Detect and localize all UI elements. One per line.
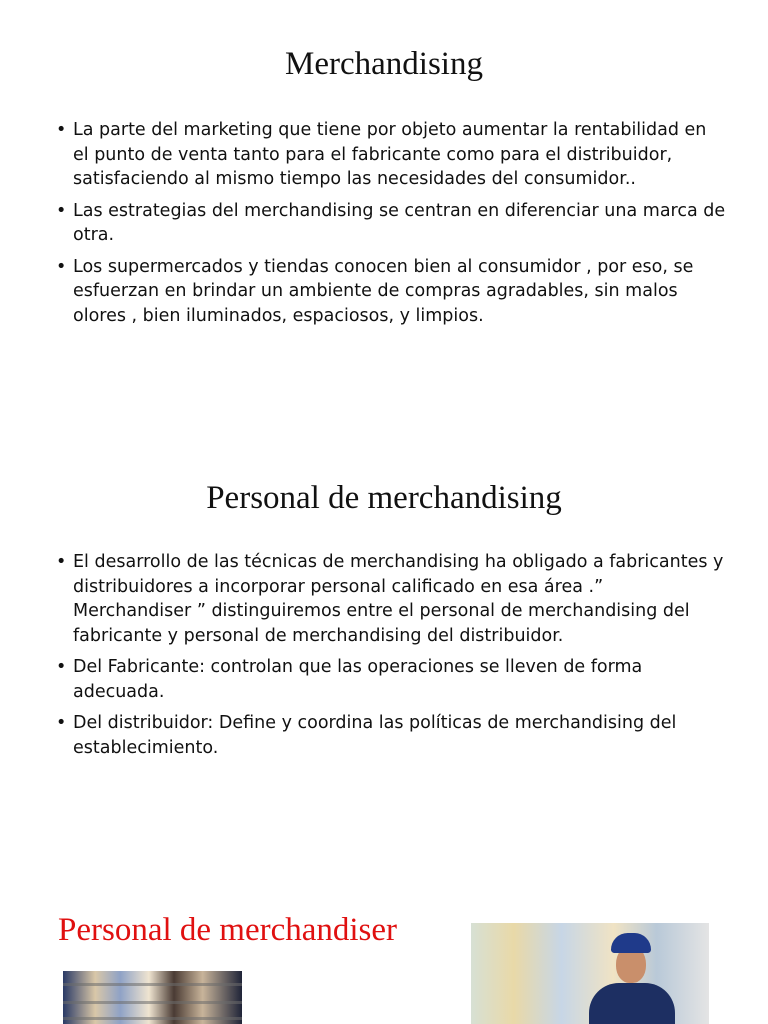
list-item — [56, 711, 726, 760]
bullet-list-personal — [56, 550, 726, 767]
bullet-icon: • — [56, 200, 67, 221]
store-shelves-photo — [63, 971, 242, 1024]
worker-cap-icon — [611, 933, 651, 953]
bullet-text: Del distribuidor: Define y coordina las políticas de merchandising del establecimiento. — [73, 713, 677, 758]
bullet-icon: • — [56, 120, 67, 140]
list-item — [56, 255, 726, 329]
bullet-text: Los supermercados y tiendas conocen bien al consumidor , por eso, se esfuerzan en brindar un ambiente de compras agradables, sin malos olores , bien iluminados, espaciosos, y limpios. — [73, 256, 694, 326]
shelf-line — [63, 1001, 242, 1004]
slide-title-personal: Personal de merchandising — [206, 480, 562, 516]
list-item — [56, 655, 726, 704]
bullet-text: El desarrollo de las técnicas de merchandising ha obligado a fabricantes y distribuidores a incorporar personal calificado en esa área .” Merchandiser ” distinguiremos entre el personal de merchandising del fabricante y personal de merchandising del distribuidor. — [73, 552, 724, 646]
bullet-icon: • — [56, 713, 67, 733]
bullet-text: Del Fabricante: controlan que las operaciones se lleven de forma adecuada. — [73, 657, 643, 702]
slide-title-merchandising: Merchandising — [285, 46, 483, 82]
store-worker-photo — [471, 923, 709, 1024]
bullet-text: Las estrategias del merchandising se centran en diferenciar una marca de otra. — [73, 200, 726, 245]
bullet-text: La parte del marketing que tiene por objeto aumentar la rentabilidad en el punto de venta tanto para el fabricante como para el distribuidor, satisfaciendo al mismo tiempo las necesidades del consumidor.. — [73, 120, 707, 189]
shelf-line — [63, 1017, 242, 1020]
slide-title-merchandiser: Personal de merchandiser — [58, 912, 398, 948]
bullet-icon: • — [56, 256, 67, 277]
bullet-icon: • — [56, 552, 67, 572]
list-item — [56, 118, 726, 192]
list-item — [56, 550, 726, 648]
list-item — [56, 199, 726, 248]
bullet-list-merchandising — [56, 118, 726, 335]
shelf-line — [63, 983, 242, 986]
worker-body — [589, 983, 675, 1024]
bullet-icon: • — [56, 657, 67, 677]
